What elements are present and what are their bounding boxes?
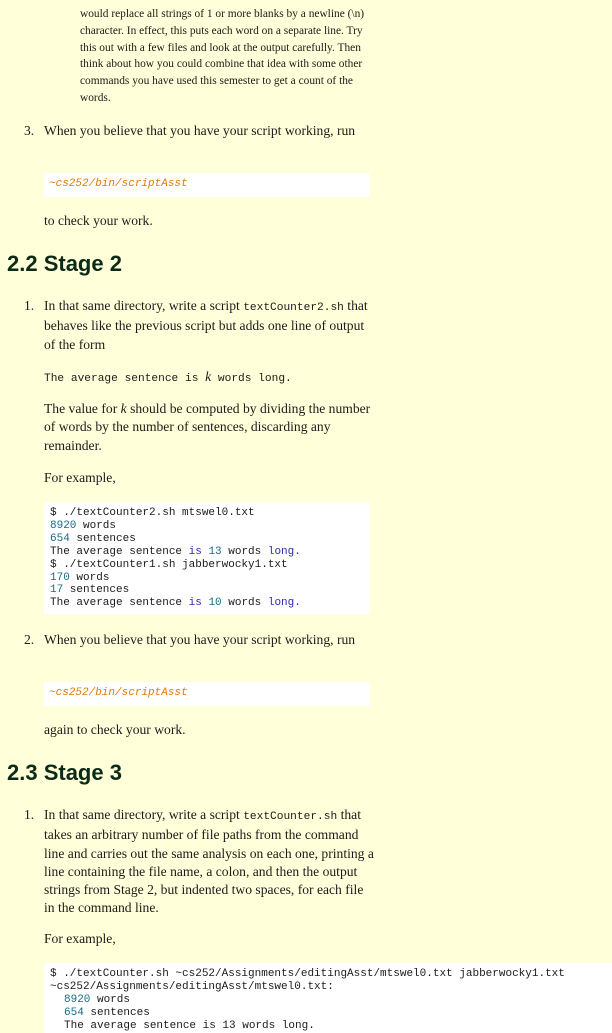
code-line: $ ./textCounter2.sh mtswel0.txt <box>50 507 255 519</box>
step-text-post: that behaves like the previous script but adds one line of output of the form <box>44 298 368 352</box>
code-line: The average sentence is 13 words long. <box>50 545 301 558</box>
after-command-text: again to check your work. <box>44 722 186 737</box>
code-line: The average sentence is 13 words long. <box>64 1019 315 1032</box>
for-example-label: For example, <box>44 931 116 946</box>
example-code-box <box>44 963 612 1033</box>
step-text: When you believe that you have your script working, run <box>44 632 356 647</box>
code-line: 654 sentences <box>64 1006 150 1019</box>
form-suffix: words long. <box>211 373 292 385</box>
intro-paragraph: would replace all strings of 1 or more blanks by a newline (\n) character. In effect, this puts each word on a separate line. Try this out with a few files and look at the output carefully. Then think about how you could combine that idea with some other commands you have used this semester to get a count of the words. <box>80 8 365 104</box>
stage1-step-3 <box>24 122 374 140</box>
step-text-post: that takes an arbitrary number of file paths from the command line and carries out the same analysis on each one, printing a line containing the file name, a colon, and then the output strings from Stage 2, but indented two spaces, for each file in the command line. <box>44 807 374 916</box>
explanation-paragraph <box>44 400 374 455</box>
step-number: 2. <box>24 632 35 647</box>
output-form-line <box>44 369 292 385</box>
form-variable: k <box>205 369 212 384</box>
explanation-variable: k <box>120 401 127 416</box>
code-line: ~cs252/Assignments/editingAsst/mtswel0.txt: <box>50 980 334 993</box>
explanation-pre: The value for <box>44 401 121 416</box>
stage3-step-1 <box>24 806 374 918</box>
step-number: 3. <box>24 123 35 138</box>
command-box: ~cs252/bin/scriptAsst <box>44 173 370 197</box>
script-name: textCounter2.sh <box>243 302 344 314</box>
for-example-label: For example, <box>44 470 116 485</box>
command-box: ~cs252/bin/scriptAsst <box>44 682 370 706</box>
step-number: 1. <box>24 298 35 313</box>
stage2-step-1 <box>24 297 374 354</box>
step-number: 1. <box>24 807 35 822</box>
step-text-pre: In that same directory, write a script <box>44 807 244 822</box>
script-name: textCounter.sh <box>243 811 338 823</box>
example-code-box <box>44 502 370 614</box>
code-line: 17 sentences <box>50 584 130 597</box>
step-text-pre: In that same directory, write a script <box>44 298 244 313</box>
form-prefix: The average sentence is <box>44 373 206 385</box>
after-command-text: to check your work. <box>44 213 153 228</box>
code-line: 170 words <box>50 571 110 584</box>
explanation-post: should be computed by dividing the number of words by the number of sentences, discarding any remainder. <box>44 401 371 453</box>
code-line: 8920 words <box>50 519 117 532</box>
section-heading-stage-3: 2.3 Stage 3 <box>7 760 122 785</box>
code-line: 654 sentences <box>50 532 136 545</box>
section-heading-stage-2: 2.2 Stage 2 <box>7 251 122 276</box>
code-line: $ ./textCounter1.sh jabberwocky1.txt <box>50 558 288 571</box>
step-text: When you believe that you have your script working, run <box>44 123 356 138</box>
code-line: 8920 words <box>64 993 131 1006</box>
code-line: $ ./textCounter.sh ~cs252/Assignments/editingAsst/mtswel0.txt jabberwocky1.txt <box>50 968 565 980</box>
code-line: The average sentence is 10 words long. <box>50 597 301 610</box>
stage2-step-2 <box>24 631 374 649</box>
